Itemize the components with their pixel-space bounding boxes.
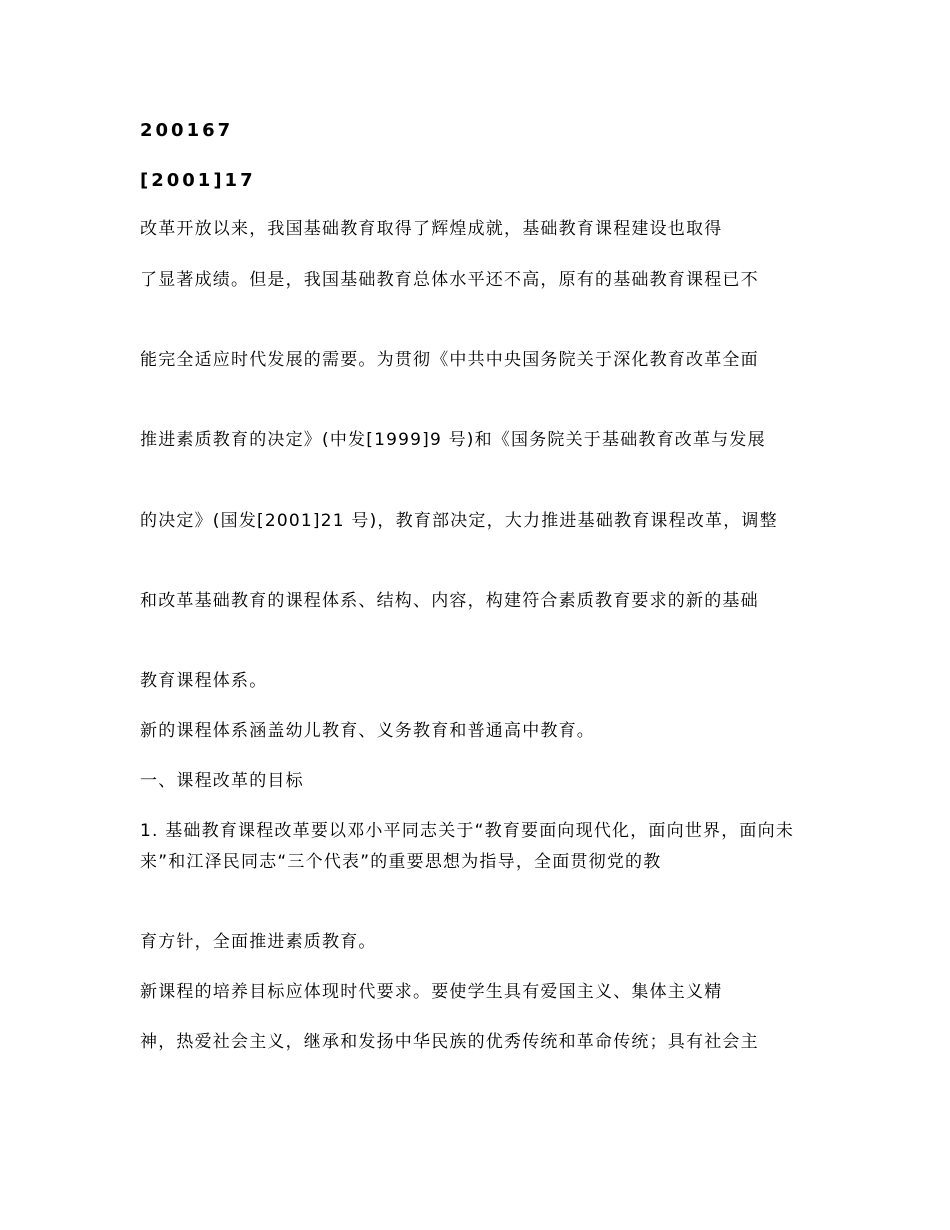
paragraph-line: 改革开放以来，我国基础教育取得了辉煌成就，基础教育课程建设也取得 [140, 219, 723, 239]
paragraph-line: 的决定》(国发[2001]21 号)，教育部决定，大力推进基础教育课程改革，调整 [140, 511, 778, 531]
paragraph-line: 新课程的培养目标应体现时代要求。要使学生具有爱国主义、集体主义精 [140, 982, 723, 1002]
paragraph-line: 神，热爱社会主义，继承和发扬中华民族的优秀传统和革命传统；具有社会主 [140, 1032, 759, 1052]
paragraph-line: 推进素质教育的决定》(中发[1999]9 号)和《国务院关于基础教育改革与发展 [140, 430, 766, 450]
section-heading: 一、课程改革的目标 [140, 771, 304, 791]
paragraph-line: 新的课程体系涵盖幼儿教育、义务教育和普通高中教育。 [140, 721, 595, 741]
paragraph-line: 了显著成绩。但是，我国基础教育总体水平还不高，原有的基础教育课程已不 [140, 270, 759, 290]
document-code: 200167 [140, 120, 234, 141]
paragraph-line: 1. 基础教育课程改革要以邓小平同志关于“教育要面向现代化，面向世界，面向未来”和江泽民同志“三个代表”的重要思想为指导，全面贯彻党的教 [140, 821, 795, 872]
paragraph-line: 和改革基础教育的课程体系、结构、内容，构建符合素质教育要求的新的基础 [140, 591, 759, 611]
paragraph-line: 能完全适应时代发展的需要。为贯彻《中共中央国务院关于深化教育改革全面 [140, 350, 759, 370]
paragraph-line: 教育课程体系。 [140, 671, 268, 691]
document-reference: [2001]17 [140, 170, 256, 191]
paragraph-line: 育方针，全面推进素质教育。 [140, 932, 377, 952]
